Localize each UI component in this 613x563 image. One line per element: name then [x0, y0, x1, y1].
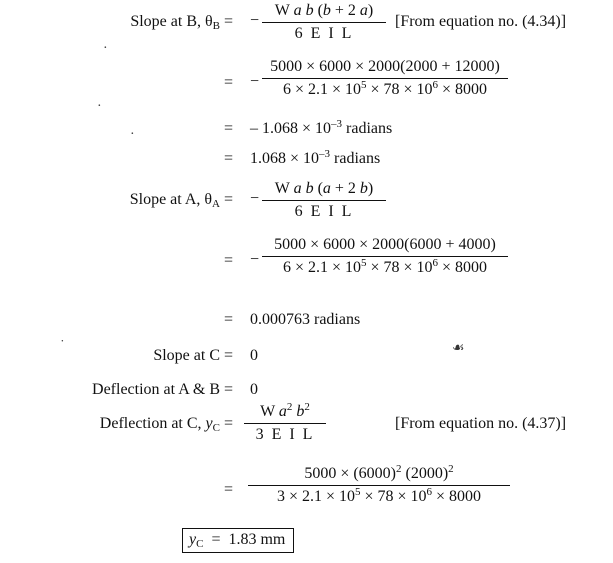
minus-sign: −: [250, 190, 260, 207]
numerator: W a b (a + 2 b): [262, 180, 386, 201]
fraction-substitution: [262, 236, 508, 277]
equals-sign: =: [224, 191, 234, 208]
equals-sign: =: [224, 311, 234, 328]
result-value: 0.000763 radians: [250, 311, 361, 328]
label-deflection-ab: Deflection at A & B: [92, 381, 220, 398]
fraction-substitution: [248, 465, 510, 506]
denominator: $6 \times 2.1 \times 10^5 \times 78 \times 10^6 \times 8000$: [282, 257, 488, 276]
numerator: 5000 × 6000 × 2000(2000 + 12000): [262, 58, 508, 79]
final-result-box: $y_C = 1.83$ mm: [182, 528, 294, 553]
fraction-slope-b: [262, 2, 386, 43]
minus-sign: −: [250, 73, 260, 90]
equals-sign: =: [224, 252, 234, 269]
equation-reference: [From equation no. (4.37)]: [395, 415, 567, 432]
denominator: $6 \times 2.1 \times 10^5 \times 78 \times 10^6 \times 8000$: [282, 79, 488, 98]
minus-sign: −: [250, 12, 260, 29]
scan-speck: ·: [130, 127, 135, 142]
denominator: $3 \times 2.1 \times 10^5 \times 78 \times 10^6 \times 8000$: [276, 486, 482, 505]
result-value: 0: [250, 347, 258, 364]
scan-speck: ·: [103, 41, 108, 56]
numerator: W a b (b + 2 a): [262, 2, 386, 23]
result-value: $1.068 \times 10^{-3}$ radians: [250, 148, 381, 167]
equals-sign: =: [224, 13, 234, 30]
scan-speck: ˙: [60, 338, 65, 353]
equals-sign: =: [224, 150, 234, 167]
label-slope-b: Slope at B, $\theta_B$: [130, 13, 220, 32]
fraction-deflection-c: [244, 403, 326, 444]
denominator: 6 E I L: [294, 203, 354, 220]
numerator: 5000 × 6000 × 2000(6000 + 4000): [262, 236, 508, 257]
scan-speck: ·: [97, 99, 102, 114]
numerator: W $a^2$ $b^2$: [244, 403, 326, 424]
denominator: 6 E I L: [294, 25, 354, 42]
numerator: $5000 \times (6000)^2$ $(2000)^2$: [248, 465, 510, 486]
minus-sign: −: [250, 251, 260, 268]
label-slope-a: Slope at A, $\theta_A$: [129, 191, 220, 210]
equals-sign: =: [224, 120, 234, 137]
fraction-substitution: [262, 58, 508, 99]
equals-sign: =: [224, 347, 234, 364]
denominator: 3 E I L: [255, 426, 315, 443]
equals-sign: =: [224, 415, 234, 432]
result-value: 0: [250, 381, 258, 398]
equals-sign: =: [224, 381, 234, 398]
fraction-slope-a: [262, 180, 386, 221]
scan-speck: ☙: [452, 341, 465, 356]
equation-reference: [From equation no. (4.34)]: [395, 13, 567, 30]
label-slope-c: Slope at C: [153, 347, 220, 364]
equals-sign: =: [224, 481, 234, 498]
result-value: – $1.068 \times 10^{-3}$ radians: [250, 118, 393, 137]
label-deflection-c: Deflection at C, $y_C$: [99, 415, 220, 434]
equals-sign: =: [224, 74, 234, 91]
